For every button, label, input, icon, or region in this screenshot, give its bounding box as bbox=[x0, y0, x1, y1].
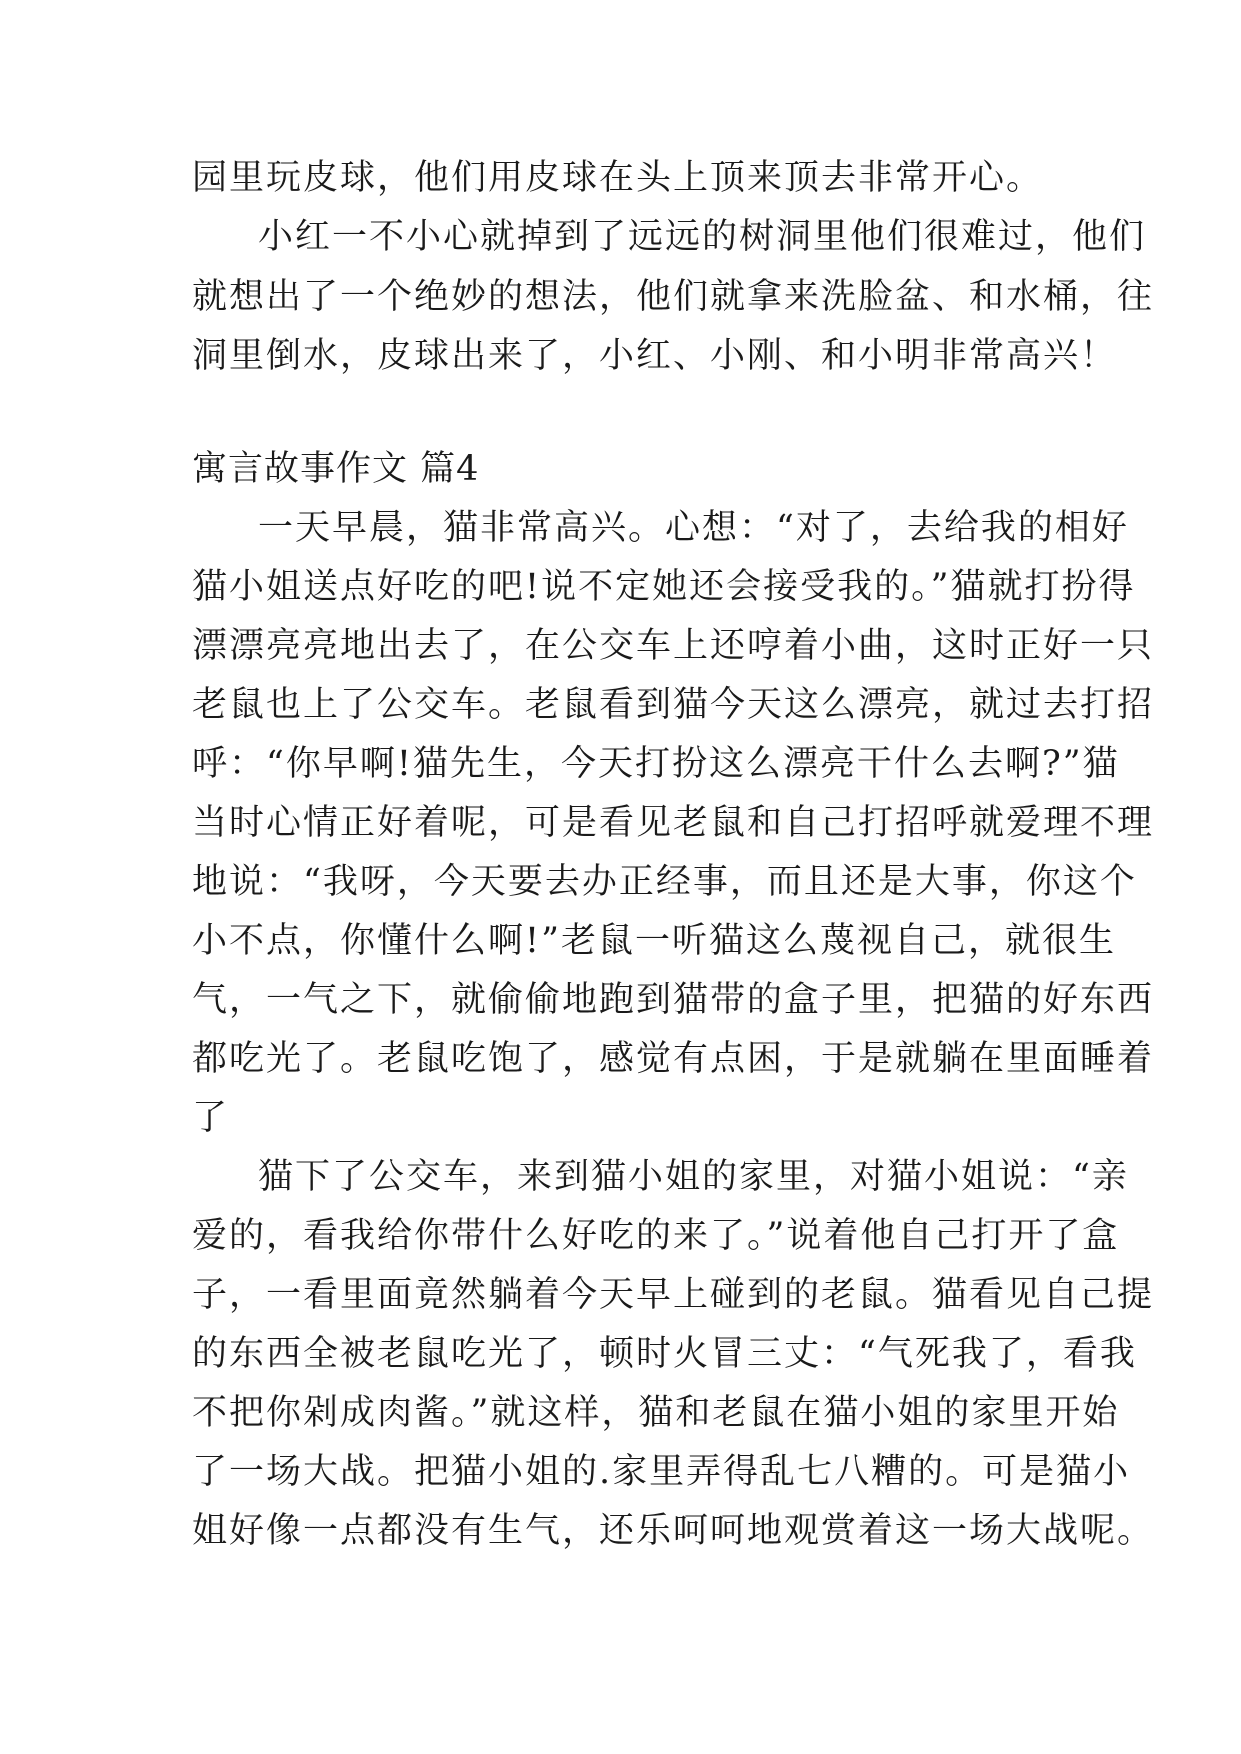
section-heading: 寓言故事作文 篇4 bbox=[192, 449, 480, 489]
paragraph-line: 的东西全被老鼠吃光了，顿时火冒三丈：“气死我了，看我 bbox=[192, 1334, 1137, 1374]
paragraph-line: 洞里倒水，皮球出来了，小红、小刚、和小明非常高兴！ bbox=[192, 336, 1118, 376]
paragraph-line: 老鼠也上了公交车。老鼠看到猫今天这么漂亮，就过去打招 bbox=[192, 685, 1155, 725]
paragraph-line: 呼：“你早啊!猫先生，今天打扮这么漂亮干什么去啊?”猫 bbox=[192, 744, 1120, 784]
paragraph-line: 了一场大战。把猫小姐的.家里弄得乱七八糟的。可是猫小 bbox=[192, 1452, 1131, 1492]
paragraph-line: 就想出了一个绝妙的想法，他们就拿来洗脸盆、和水桶，往 bbox=[192, 277, 1155, 317]
paragraph-line: 爱的，看我给你带什么好吃的来了。”说着他自己打开了盒 bbox=[192, 1216, 1120, 1256]
paragraph-line: 地说：“我呀，今天要去办正经事，而且还是大事，你这个 bbox=[192, 862, 1137, 902]
paragraph-line: 园里玩皮球，他们用皮球在头上顶来顶去非常开心。 bbox=[192, 158, 1044, 198]
paragraph-line: 不把你剁成肉酱。”就这样，猫和老鼠在猫小姐的家里开始 bbox=[192, 1393, 1120, 1433]
paragraph-line: 都吃光了。老鼠吃饱了，感觉有点困，于是就躺在里面睡着 bbox=[192, 1039, 1155, 1079]
paragraph-line: 漂漂亮亮地出去了，在公交车上还哼着小曲，这时正好一只 bbox=[192, 626, 1155, 666]
paragraph-line: 小不点，你懂什么啊!”老鼠一听猫这么蔑视自己，就很生 bbox=[192, 921, 1116, 961]
paragraph-line: 一天早晨，猫非常高兴。心想：“对了，去给我的相好 bbox=[258, 508, 1129, 548]
paragraph-line: 子，一看里面竟然躺着今天早上碰到的老鼠。猫看见自己提 bbox=[192, 1275, 1155, 1315]
paragraph-line: 姐好像一点都没有生气，还乐呵呵地观赏着这一场大战呢。 bbox=[192, 1511, 1155, 1551]
paragraph-line: 当时心情正好着呢，可是看见老鼠和自己打招呼就爱理不理 bbox=[192, 803, 1155, 843]
paragraph-line: 小红一不小心就掉到了远远的树洞里他们很难过，他们 bbox=[258, 217, 1147, 257]
paragraph-line: 猫小姐送点好吃的吧!说不定她还会接受我的。”猫就打扮得 bbox=[192, 567, 1136, 607]
paragraph-line: 气，一气之下，就偷偷地跑到猫带的盒子里，把猫的好东西 bbox=[192, 980, 1155, 1020]
paragraph-line: 了 bbox=[192, 1098, 230, 1138]
paragraph-line: 猫下了公交车，来到猫小姐的家里，对猫小姐说：“亲 bbox=[258, 1157, 1129, 1197]
